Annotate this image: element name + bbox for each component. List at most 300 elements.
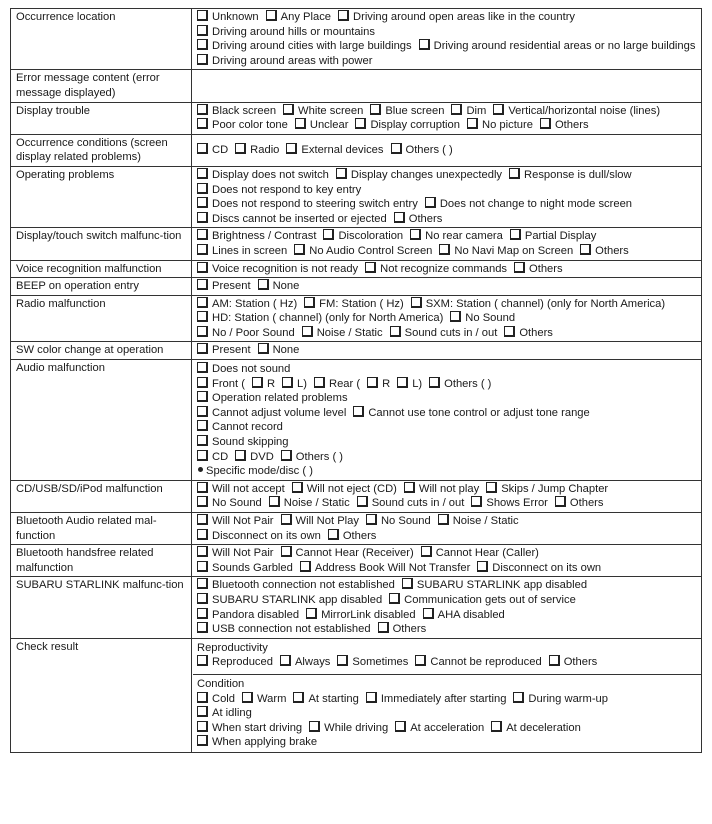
checkbox-icon[interactable] <box>294 244 305 255</box>
option-others[interactable] <box>555 497 604 509</box>
bullet-icon <box>198 467 203 472</box>
row-label: Check result <box>11 638 192 752</box>
checkbox-icon[interactable] <box>429 377 440 388</box>
option-line <box>197 197 697 212</box>
option-line <box>197 377 697 392</box>
checkbox-icon[interactable] <box>197 391 208 402</box>
row-options <box>192 638 702 752</box>
option-cd[interactable] <box>197 144 228 156</box>
row-label: Error message content (error message displayed) <box>11 70 192 102</box>
option-l[interactable] <box>397 378 422 390</box>
checkbox-icon[interactable] <box>357 496 368 507</box>
checkbox-icon[interactable] <box>300 561 311 572</box>
option-label: Others <box>342 529 377 542</box>
checkbox-icon[interactable] <box>281 546 292 557</box>
option-label: Will not eject (CD) <box>306 482 397 495</box>
checkbox-icon[interactable] <box>197 435 208 446</box>
option-label: Always <box>294 656 331 669</box>
option-others[interactable] <box>394 213 443 225</box>
option-label: AM: Station ( Hz) <box>212 297 298 310</box>
checkbox-icon[interactable] <box>197 297 208 308</box>
checkbox-icon[interactable] <box>197 54 208 65</box>
checkbox-icon[interactable] <box>197 420 208 431</box>
option-sometimes[interactable] <box>337 656 408 668</box>
option-label: Will not accept <box>212 482 285 495</box>
option-lines-in-screen[interactable] <box>197 245 287 257</box>
checkbox-icon[interactable] <box>266 10 277 21</box>
option-label: Others ( ) <box>405 144 453 157</box>
option-at-acceleration[interactable] <box>395 722 484 734</box>
option-others[interactable] <box>328 530 377 542</box>
checkbox-icon[interactable] <box>252 377 263 388</box>
option-poor-color-tone[interactable] <box>197 119 288 131</box>
option-during-warm-up[interactable] <box>513 693 608 705</box>
option-label: Driving around cities with large buildings <box>212 40 412 53</box>
option-will-not-play[interactable] <box>281 515 359 527</box>
option-label: Brightness / Contrast <box>212 230 317 243</box>
checkbox-icon[interactable] <box>197 262 208 273</box>
checkbox-icon[interactable] <box>486 482 497 493</box>
option-others[interactable] <box>514 263 563 275</box>
option-label: Address Book Will Not Transfer <box>314 561 471 574</box>
option-does-not-respond-to-steering-switch-entr[interactable] <box>197 198 418 210</box>
checkbox-icon[interactable] <box>367 377 378 388</box>
option-label: Dim <box>466 104 487 117</box>
option-blue-screen[interactable] <box>370 105 444 117</box>
option-not-recognize-commands[interactable] <box>365 263 507 275</box>
checkbox-icon[interactable] <box>197 143 208 154</box>
option-reproduced[interactable] <box>197 656 273 668</box>
option-cannot-adjust-volume-level[interactable] <box>197 407 346 419</box>
option-label: Others <box>563 656 598 669</box>
checkbox-icon[interactable] <box>197 39 208 50</box>
option-cannot-hear-caller[interactable] <box>421 547 539 559</box>
option-sounds-garbled[interactable] <box>197 562 293 574</box>
option-hd-station-channel-only-for-north-americ[interactable] <box>197 312 443 324</box>
specific-mode-text[interactable]: Specific mode/disc ( ) <box>206 465 313 478</box>
option-fm-station-hz[interactable] <box>304 298 404 310</box>
option-line <box>197 608 697 623</box>
checkbox-icon[interactable] <box>235 450 246 461</box>
option-none[interactable] <box>258 344 300 356</box>
checkbox-icon[interactable] <box>282 377 293 388</box>
checkbox-icon[interactable] <box>258 279 269 290</box>
checkbox-icon[interactable] <box>513 692 524 703</box>
option-no-navi-map-on-screen[interactable] <box>439 245 573 257</box>
option-line <box>197 262 697 277</box>
option-label: Cannot adjust volume level <box>212 406 347 419</box>
option-driving-around-residential-areas-or-no-l[interactable] <box>419 40 696 52</box>
option-partial-display[interactable] <box>510 230 597 242</box>
option-no-poor-sound[interactable] <box>197 327 295 339</box>
option-voice-recognition-is-not-ready[interactable] <box>197 263 358 275</box>
option-does-not-sound[interactable] <box>197 363 290 375</box>
option-driving-around-open-areas-like-in-the-co[interactable] <box>338 11 575 23</box>
checkbox-icon[interactable] <box>549 655 560 666</box>
checkbox-icon[interactable] <box>423 608 434 619</box>
checkbox-icon[interactable] <box>306 608 317 619</box>
checkbox-icon[interactable] <box>309 721 320 732</box>
option-label: Cannot Hear (Receiver) <box>295 547 414 560</box>
form-row-display-touch-switch-malfunc-tion <box>11 228 702 260</box>
row-label: Occurrence location <box>11 9 192 70</box>
option-others[interactable] <box>378 623 427 635</box>
checkbox-icon[interactable] <box>438 514 449 525</box>
checkbox-icon[interactable] <box>421 546 432 557</box>
option-label: At acceleration <box>410 721 485 734</box>
checkbox-icon[interactable] <box>197 406 208 417</box>
checkbox-icon[interactable] <box>197 343 208 354</box>
checkbox-icon[interactable] <box>197 529 208 540</box>
checkbox-icon[interactable] <box>197 212 208 223</box>
checkbox-icon[interactable] <box>197 578 208 589</box>
option-dim[interactable] <box>451 105 486 117</box>
checkbox-icon[interactable] <box>378 622 389 633</box>
checkbox-icon[interactable] <box>336 168 347 179</box>
option-label: Will Not Pair <box>212 547 274 560</box>
checkbox-icon[interactable] <box>197 279 208 290</box>
reproductivity-section <box>197 640 697 671</box>
row-label: Display trouble <box>11 102 192 134</box>
option-others[interactable] <box>281 451 343 463</box>
checkbox-icon[interactable] <box>269 496 280 507</box>
checkbox-icon[interactable] <box>580 244 591 255</box>
row-label: Audio malfunction <box>11 360 192 481</box>
option-line <box>197 655 697 670</box>
option-none[interactable] <box>258 280 300 292</box>
option-will-not-pair[interactable] <box>197 515 274 527</box>
checkbox-icon[interactable] <box>242 692 253 703</box>
checkbox-icon[interactable] <box>302 326 313 337</box>
checkbox-icon[interactable] <box>286 143 297 154</box>
checkbox-icon[interactable] <box>197 546 208 557</box>
option-radio[interactable] <box>235 144 279 156</box>
option-l[interactable] <box>282 378 307 390</box>
option-brightness-contrast[interactable] <box>197 230 316 242</box>
option-label: Driving around residential areas or no large buildings <box>433 40 696 53</box>
checkbox-icon[interactable] <box>366 692 377 703</box>
checkbox-icon[interactable] <box>555 496 566 507</box>
checkbox-icon[interactable] <box>514 262 525 273</box>
checkbox-icon[interactable] <box>404 482 415 493</box>
option-unknown[interactable] <box>197 11 259 23</box>
option-r[interactable] <box>367 378 390 390</box>
checkbox-icon[interactable] <box>197 496 208 507</box>
checkbox-icon[interactable] <box>394 212 405 223</box>
option-cd[interactable] <box>197 451 228 463</box>
option-others[interactable] <box>391 144 453 156</box>
option-label: No Sound <box>212 497 262 510</box>
option-at-idling[interactable] <box>197 707 252 719</box>
checkbox-icon[interactable] <box>395 721 406 732</box>
option-bluetooth-connection-not-established[interactable] <box>197 579 395 591</box>
option-label: Disconnect on its own <box>212 529 321 542</box>
checkbox-icon[interactable] <box>197 197 208 208</box>
checkbox-icon[interactable] <box>323 229 334 240</box>
option-subaru-starlink-app-disabled[interactable] <box>402 579 587 591</box>
checkbox-icon[interactable] <box>197 377 208 388</box>
option-no-picture[interactable] <box>467 119 533 131</box>
checkbox-icon[interactable] <box>197 692 208 703</box>
option-line <box>197 420 697 435</box>
option-line <box>197 578 697 593</box>
checkbox-icon[interactable] <box>355 118 366 129</box>
option-others[interactable] <box>580 245 629 257</box>
option-pandora-disabled[interactable] <box>197 609 299 621</box>
option-sound-cuts-in-out[interactable] <box>357 497 465 509</box>
option-label: At idling <box>212 707 252 720</box>
option-label: SUBARU STARLINK app disabled <box>212 593 383 606</box>
option-display-changes-unexpectedly[interactable] <box>336 169 502 181</box>
checkbox-icon[interactable] <box>419 39 430 50</box>
option-communication-gets-out-of-service[interactable] <box>389 594 576 606</box>
option-display-does-not-switch[interactable] <box>197 169 329 181</box>
checkbox-icon[interactable] <box>450 311 461 322</box>
option-line <box>197 721 697 736</box>
checkbox-icon[interactable] <box>281 450 292 461</box>
option-present[interactable] <box>197 280 251 292</box>
option-cannot-record[interactable] <box>197 421 283 433</box>
checkbox-icon[interactable] <box>471 496 482 507</box>
checkbox-icon[interactable] <box>411 297 422 308</box>
option-driving-around-hills-or-mountains[interactable] <box>197 26 375 38</box>
row-options[interactable] <box>192 70 702 102</box>
option-noise-static[interactable] <box>269 497 350 509</box>
option-am-station-hz[interactable] <box>197 298 297 310</box>
option-cannot-be-reproduced[interactable] <box>415 656 541 668</box>
option-cold[interactable] <box>197 693 235 705</box>
option-response-is-dull-slow[interactable] <box>509 169 632 181</box>
option-label: Noise / Static <box>283 497 350 510</box>
checkbox-icon[interactable] <box>410 229 421 240</box>
checkbox-icon[interactable] <box>510 229 521 240</box>
option-unclear[interactable] <box>295 119 349 131</box>
option-label: Response is dull/slow <box>524 168 632 181</box>
checkbox-icon[interactable] <box>197 706 208 717</box>
option-noise-static[interactable] <box>438 515 519 527</box>
checkbox-icon[interactable] <box>415 655 426 666</box>
checkbox-icon[interactable] <box>467 118 478 129</box>
checkbox-icon[interactable] <box>439 244 450 255</box>
row-label: Occurrence conditions (screen display related problems) <box>11 134 192 166</box>
option-noise-static[interactable] <box>302 327 383 339</box>
option-disconnect-on-its-own[interactable] <box>477 562 601 574</box>
option-label: Sound skipping <box>212 436 289 449</box>
checkbox-icon[interactable] <box>540 118 551 129</box>
option-rear[interactable] <box>314 378 360 390</box>
option-line <box>197 229 697 244</box>
row-options <box>192 545 702 577</box>
option-at-starting[interactable] <box>293 693 358 705</box>
checkbox-icon[interactable] <box>295 118 306 129</box>
option-black-screen[interactable] <box>197 105 276 117</box>
checkbox-icon[interactable] <box>402 578 413 589</box>
option-driving-around-areas-with-power[interactable] <box>197 55 372 67</box>
checkbox-icon[interactable] <box>370 104 381 115</box>
option-display-corruption[interactable] <box>355 119 460 131</box>
checkbox-icon[interactable] <box>304 297 315 308</box>
checkbox-icon[interactable] <box>365 262 376 273</box>
option-driving-around-cities-with-large-buildin[interactable] <box>197 40 412 52</box>
checkbox-icon[interactable] <box>504 326 515 337</box>
checkbox-icon[interactable] <box>197 622 208 633</box>
checkbox-icon[interactable] <box>509 168 520 179</box>
checkbox-icon[interactable] <box>338 10 349 21</box>
option-does-not-change-to-night-mode-screen[interactable] <box>425 198 632 210</box>
option-label: Noise / Static <box>452 515 519 527</box>
option-others[interactable] <box>549 656 598 668</box>
row-options <box>192 278 702 296</box>
option-sxm-station-channel-only-for-north-ameri[interactable] <box>411 298 665 310</box>
option-dvd[interactable] <box>235 451 274 463</box>
checkbox-icon[interactable] <box>397 377 408 388</box>
option-discs-cannot-be-inserted-or-ejected[interactable] <box>197 213 387 225</box>
option-no-audio-control-screen[interactable] <box>294 245 432 257</box>
checkbox-icon[interactable] <box>491 721 502 732</box>
option-will-not-eject-cd[interactable] <box>292 483 397 495</box>
checkbox-icon[interactable] <box>197 311 208 322</box>
option-label: No Audio Control Screen <box>309 244 433 257</box>
checkbox-icon[interactable] <box>197 482 208 493</box>
checkbox-icon[interactable] <box>391 143 402 154</box>
option-label: Others <box>595 244 629 257</box>
option-while-driving[interactable] <box>309 722 388 734</box>
checkbox-icon[interactable] <box>197 561 208 572</box>
checkbox-icon[interactable] <box>197 104 208 115</box>
checkbox-icon[interactable] <box>197 608 208 619</box>
option-external-devices[interactable] <box>286 144 383 156</box>
checkbox-icon[interactable] <box>197 25 208 36</box>
option-at-deceleration[interactable] <box>491 722 581 734</box>
option-no-sound[interactable] <box>450 312 515 324</box>
checkbox-icon[interactable] <box>197 10 208 21</box>
checkbox-icon[interactable] <box>197 362 208 373</box>
checkbox-icon[interactable] <box>493 104 504 115</box>
option-aha-disabled[interactable] <box>423 609 505 621</box>
option-no-sound[interactable] <box>366 515 431 527</box>
option-will-not-play[interactable] <box>404 483 479 495</box>
checkbox-icon[interactable] <box>314 377 325 388</box>
option-line <box>197 297 697 312</box>
option-label: White screen <box>298 104 364 117</box>
checkbox-icon[interactable] <box>451 104 462 115</box>
option-any-place[interactable] <box>266 11 331 23</box>
option-mirrorlink-disabled[interactable] <box>306 609 416 621</box>
option-front[interactable] <box>197 378 245 390</box>
checkbox-icon[interactable] <box>197 118 208 129</box>
option-does-not-respond-to-key-entry[interactable] <box>197 184 361 196</box>
option-label: None <box>272 280 300 293</box>
checkbox-icon[interactable] <box>197 721 208 732</box>
checkbox-icon[interactable] <box>390 326 401 337</box>
option-address-book-will-not-transfer[interactable] <box>300 562 470 574</box>
option-others[interactable] <box>429 378 491 390</box>
checkbox-icon[interactable] <box>280 655 291 666</box>
option-usb-connection-not-established[interactable] <box>197 623 371 635</box>
row-options <box>192 342 702 360</box>
checkbox-icon[interactable] <box>389 593 400 604</box>
checkbox-icon[interactable] <box>293 692 304 703</box>
option-label: Vertical/horizontal noise (lines) <box>508 104 661 117</box>
option-immediately-after-starting[interactable] <box>366 693 507 705</box>
row-options <box>192 513 702 545</box>
option-cannot-hear-receiver[interactable] <box>281 547 414 559</box>
option-present[interactable] <box>197 344 251 356</box>
option-others[interactable] <box>540 119 589 131</box>
checkbox-icon[interactable] <box>197 229 208 240</box>
checkbox-icon[interactable] <box>197 183 208 194</box>
checkbox-icon[interactable] <box>197 168 208 179</box>
checkbox-icon[interactable] <box>197 326 208 337</box>
form-row-beep-on-operation-entry <box>11 278 702 296</box>
checkbox-icon[interactable] <box>425 197 436 208</box>
option-operation-related-problems[interactable] <box>197 392 348 404</box>
option-will-not-pair[interactable] <box>197 547 274 559</box>
option-subaru-starlink-app-disabled[interactable] <box>197 594 382 606</box>
option-warm[interactable] <box>242 693 286 705</box>
option-when-start-driving[interactable] <box>197 722 302 734</box>
option-no-rear-camera[interactable] <box>410 230 503 242</box>
option-line <box>197 391 697 406</box>
option-label: Radio <box>250 144 280 157</box>
option-label: Others <box>408 212 443 225</box>
option-sound-cuts-in-out[interactable] <box>390 327 498 339</box>
checkbox-icon[interactable] <box>281 514 292 525</box>
option-skips-jump-chapter[interactable] <box>486 483 608 495</box>
option-label: Cannot Hear (Caller) <box>435 547 539 560</box>
checkbox-icon[interactable] <box>337 655 348 666</box>
checkbox-icon[interactable] <box>197 514 208 525</box>
checkbox-icon[interactable] <box>197 655 208 666</box>
option-label: Others ( ) <box>295 450 344 463</box>
option-no-sound[interactable] <box>197 497 262 509</box>
option-white-screen[interactable] <box>283 105 363 117</box>
checkbox-icon[interactable] <box>197 450 208 461</box>
option-cannot-use-tone-control-or-adjust-tone-r[interactable] <box>353 407 589 419</box>
option-label: Cannot record <box>212 421 283 434</box>
checkbox-icon[interactable] <box>258 343 269 354</box>
checkbox-icon[interactable] <box>197 735 208 746</box>
checkbox-icon[interactable] <box>477 561 488 572</box>
option-discoloration[interactable] <box>323 230 403 242</box>
option-shows-error[interactable] <box>471 497 548 509</box>
checkbox-icon[interactable] <box>197 593 208 604</box>
checkbox-icon[interactable] <box>328 529 339 540</box>
row-label: Voice recognition malfunction <box>11 260 192 278</box>
checkbox-icon[interactable] <box>353 406 364 417</box>
checkbox-icon[interactable] <box>283 104 294 115</box>
option-will-not-accept[interactable] <box>197 483 285 495</box>
checkbox-icon[interactable] <box>366 514 377 525</box>
row-label: Bluetooth handsfree related malfunction <box>11 545 192 577</box>
option-r[interactable] <box>252 378 275 390</box>
option-vertical-horizontal-noise-lines[interactable] <box>493 105 660 117</box>
option-sound-skipping[interactable] <box>197 436 289 448</box>
option-when-applying-brake[interactable] <box>197 736 317 748</box>
option-line <box>197 622 697 637</box>
row-label: CD/USB/SD/iPod malfunction <box>11 480 192 512</box>
option-always[interactable] <box>280 656 330 668</box>
checkbox-icon[interactable] <box>197 244 208 255</box>
option-label: Skips / Jump Chapter <box>501 482 609 495</box>
option-disconnect-on-its-own[interactable] <box>197 530 321 542</box>
option-others[interactable] <box>504 327 553 339</box>
option-label: Present <box>212 344 251 357</box>
checkbox-icon[interactable] <box>292 482 303 493</box>
checkbox-icon[interactable] <box>235 143 246 154</box>
row-options <box>192 260 702 278</box>
option-line <box>197 118 697 133</box>
